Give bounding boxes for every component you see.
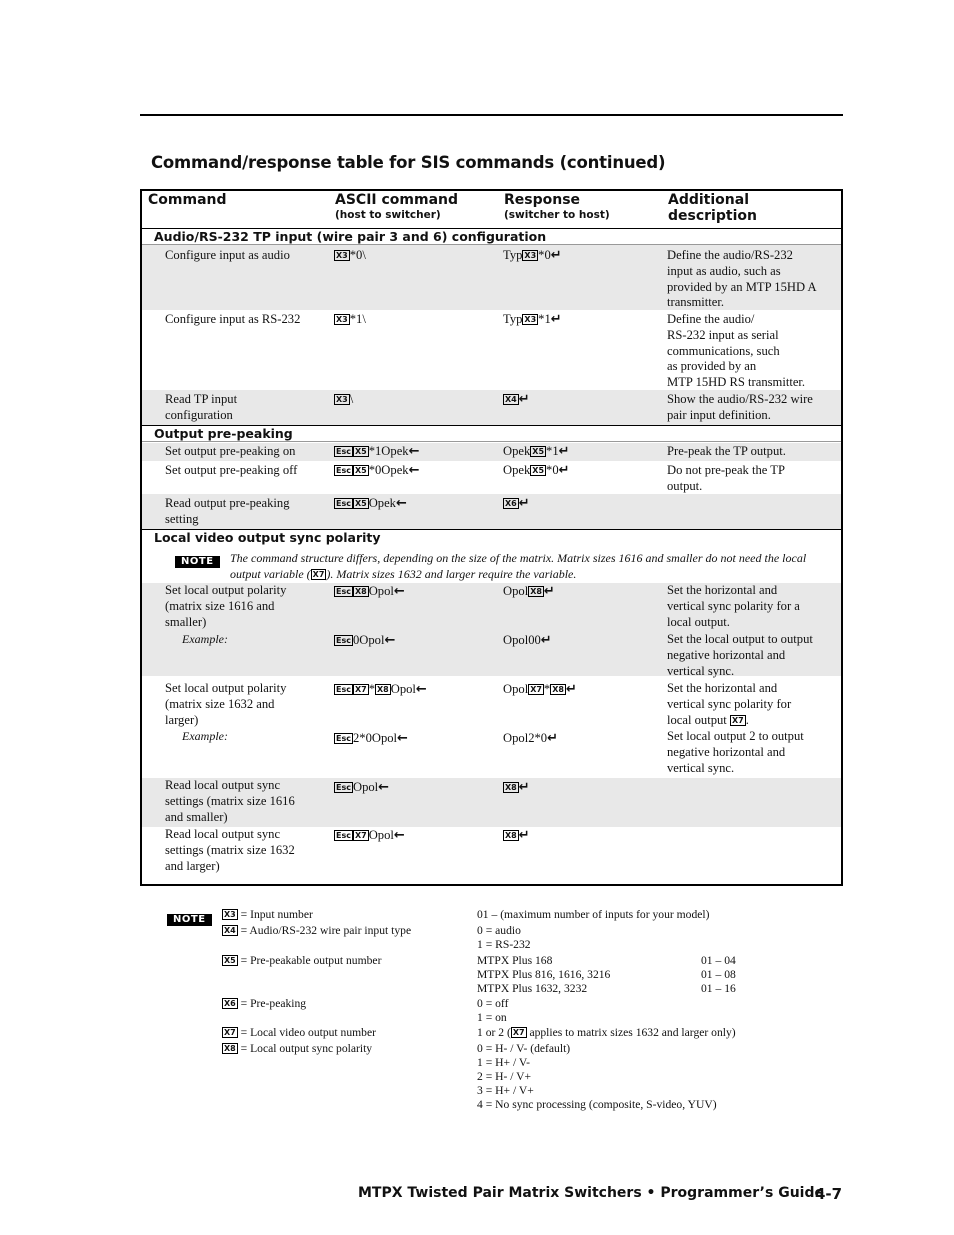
key-x4: X4	[505, 395, 517, 404]
cmd-pre-peaking-on: Set output pre-peaking on	[165, 444, 296, 458]
footnote-x3: X3 = Input number	[224, 908, 313, 921]
resp-pre-peaking-off: Opek X5 *0↵	[503, 463, 570, 478]
resp-set-polarity-small: Opol X8 ↵	[503, 584, 555, 599]
example-label: Example:	[182, 632, 228, 646]
col-header-command: Command	[148, 192, 227, 208]
desc-set-polarity-large: Set the horizontal and vertical sync polarity for local output X7 .	[667, 681, 792, 727]
cmd-read-pre-peaking: Read output pre-peaking setting	[165, 496, 290, 526]
section-divider	[142, 441, 841, 442]
col-header-ascii: ASCII command	[335, 192, 459, 208]
ascii-read-sync-large: Esc X7 Opol←	[336, 828, 405, 843]
arrow-left-icon: ←	[393, 584, 405, 599]
key-esc: Esc	[336, 636, 351, 645]
arrow-left-icon: ←	[384, 633, 396, 648]
resp-configure-audio: Typ X3 *0↵	[503, 248, 562, 263]
arrow-left-icon: ←	[397, 731, 408, 746]
cmd-configure-audio: Configure input as audio	[165, 248, 290, 262]
resp-read-sync-large	[503, 828, 530, 844]
key-x5: X5	[532, 466, 545, 475]
key-x6: X6	[505, 499, 517, 508]
key-esc: Esc	[336, 587, 351, 596]
key-esc: Esc	[336, 783, 351, 792]
key-x7: X7	[312, 569, 325, 579]
enter-icon: ↵	[558, 463, 570, 478]
desc-configure-rs232: Define the audio/ RS-232 input as serial communications, such as provided by an MTP 15HD RS transmitter.	[667, 312, 806, 390]
page-title: Command/response table for SIS commands (continued)	[151, 153, 666, 172]
desc-read-tp-input: Show the audio/RS-232 wire pair input definition.	[667, 392, 813, 422]
key-x3: X3	[336, 395, 348, 404]
key-x7: X7	[354, 685, 367, 694]
key-x5: X5	[224, 956, 236, 965]
page-number: 4-7	[815, 1185, 843, 1203]
arrow-left-icon: ←	[415, 682, 427, 697]
cmd-read-sync-large: Read local output sync settings (matrix size 1632 and larger)	[165, 827, 295, 873]
key-x3: X3	[336, 251, 348, 260]
footnote-x3-value: 01 – (maximum number of inputs for your model)	[477, 908, 710, 921]
cmd-configure-rs232: Configure input as RS-232	[165, 312, 301, 326]
enter-icon: ↵	[558, 444, 570, 459]
ascii-set-polarity-small: Esc X8 Opol←	[336, 584, 405, 599]
inline-note-text: The command structure differs, depending on the size of the matrix. Matrix sizes 1616 and smaller do not need the local output variable ( X7 ). Matrix sizes 1632 and larger require the variable.	[230, 551, 807, 581]
section-heading-tp-input: Audio/RS-232 TP input (wire pair 3 and 6) configuration	[154, 229, 547, 244]
footnote-x5: X5 = Pre-peakable output number	[224, 954, 382, 967]
arrow-left-icon: ←	[408, 463, 420, 478]
footnote-x8: X8 = Local output sync polarity	[224, 1042, 373, 1055]
footnote-note	[167, 909, 212, 927]
ascii-read-sync-small: Esc Opol←	[336, 780, 390, 795]
resp-read-tp-input	[503, 392, 530, 408]
ascii-read-tp-input: X3 \	[336, 392, 354, 406]
col-header-response: Response	[504, 192, 581, 208]
inline-note	[175, 551, 220, 569]
col-header-desc-line2: description	[668, 208, 757, 224]
enter-icon: ↵	[543, 584, 555, 599]
example-label: Example:	[182, 729, 228, 743]
footnote-x7-value: 1 or 2 ( X7 applies to matrix sizes 1632 and larger only)	[477, 1026, 736, 1039]
enter-icon: ↵	[518, 780, 530, 795]
resp-read-pre-peaking	[503, 496, 530, 512]
desc-pre-peaking-off: Do not pre-peak the TP output.	[667, 463, 785, 493]
arrow-left-icon: ←	[395, 496, 407, 511]
resp-read-sync-small	[503, 780, 530, 796]
enter-icon: ↵	[518, 392, 530, 407]
key-x4: X4	[224, 926, 236, 935]
arrow-left-icon: ←	[393, 828, 405, 843]
enter-icon: ↵	[518, 828, 530, 843]
key-x8: X8	[377, 685, 389, 694]
arrow-left-icon: ←	[378, 780, 390, 795]
ascii-configure-audio: X3 *0\	[336, 248, 366, 262]
footnote-x6: X6 = Pre-peaking	[224, 997, 307, 1010]
key-esc: Esc	[336, 466, 351, 475]
cmd-set-polarity-small: Set local output polarity (matrix size 1616 and smaller)	[165, 583, 287, 629]
key-esc: Esc	[336, 831, 351, 840]
col-header-response-sub: (switcher to host)	[504, 209, 610, 221]
enter-icon: ↵	[550, 248, 562, 263]
key-x8: X8	[354, 587, 367, 596]
enter-icon: ↵	[518, 496, 530, 511]
footnote-x5-models: MTPX Plus 168 MTPX Plus 816, 1616, 3216 MTPX Plus 1632, 3232	[477, 954, 611, 995]
desc-configure-audio: Define the audio/RS-232 input as audio, such as provided by an MTP 15HD A transmitter.	[667, 248, 817, 310]
key-x8: X8	[224, 1044, 236, 1053]
resp-example-large: Opol2*0↵	[503, 731, 558, 746]
ascii-example-large: Esc 2*0Opol←	[336, 731, 408, 746]
section-heading-sync-polarity: Local video output sync polarity	[154, 530, 381, 545]
footnote-x4-values: 0 = audio 1 = RS-232	[477, 924, 531, 951]
footnote-x7: X7 = Local video output number	[224, 1026, 376, 1039]
key-x7: X7	[530, 685, 542, 694]
cmd-read-sync-small: Read local output sync settings (matrix size 1616 and smaller)	[165, 778, 295, 824]
key-x3: X3	[224, 910, 236, 919]
key-x3: X3	[524, 251, 537, 260]
resp-pre-peaking-on: Opek X5 *1↵	[503, 444, 570, 459]
key-x7: X7	[512, 1028, 525, 1037]
desc-pre-peaking-on: Pre-peak the TP output.	[667, 444, 786, 458]
key-x8: X8	[530, 587, 542, 596]
key-x7: X7	[731, 715, 744, 725]
col-header-desc	[668, 192, 757, 224]
col-header-ascii-sub: (host to switcher)	[335, 209, 441, 221]
ascii-set-polarity-large: Esc X7 * X8 Opol←	[336, 682, 427, 697]
key-x8: X8	[552, 685, 564, 694]
desc-example-large: Set local output 2 to output negative horizontal and vertical sync.	[667, 729, 804, 775]
key-esc: Esc	[336, 685, 351, 694]
key-x7: X7	[354, 831, 367, 840]
enter-icon: ↵	[547, 731, 558, 746]
key-x5: X5	[354, 447, 367, 456]
ascii-read-pre-peaking: Esc X5 Opek←	[336, 496, 407, 511]
note-badge: NOTE	[167, 914, 212, 926]
cmd-read-tp-input: Read TP input configuration	[165, 392, 238, 422]
ascii-pre-peaking-off: Esc X5 *0Opek←	[336, 463, 420, 478]
key-x3: X3	[524, 315, 537, 324]
ascii-configure-rs232: X3 *1\	[336, 312, 366, 326]
desc-set-polarity-small: Set the horizontal and vertical sync polarity for a local output.	[667, 583, 800, 629]
resp-example-small: Opol00↵	[503, 633, 552, 648]
key-esc: Esc	[336, 447, 351, 456]
enter-icon: ↵	[565, 682, 577, 697]
resp-configure-rs232: Typ X3 *1↵	[503, 312, 562, 327]
footnote-x5-ranges: 01 – 04 01 – 08 01 – 16	[701, 954, 736, 995]
key-x5: X5	[354, 499, 367, 508]
footnote-x6-values: 0 = off 1 = on	[477, 997, 509, 1024]
key-x5: X5	[532, 447, 545, 456]
arrow-left-icon: ←	[408, 444, 420, 459]
key-esc: Esc	[336, 499, 351, 508]
enter-icon: ↵	[540, 633, 552, 648]
resp-set-polarity-large: Opol X7 * X8 ↵	[503, 682, 577, 697]
ascii-pre-peaking-on: Esc X5 *1Opek←	[336, 444, 420, 459]
key-x8: X8	[505, 831, 517, 840]
key-x3: X3	[336, 315, 348, 324]
top-rule	[140, 114, 843, 116]
cmd-pre-peaking-off: Set output pre-peaking off	[165, 463, 298, 477]
footer-guide-title: MTPX Twisted Pair Matrix Switchers • Programmer’s Guide	[358, 1185, 824, 1201]
key-x6: X6	[224, 999, 236, 1008]
key-esc: Esc	[336, 734, 351, 743]
footnote-x4: X4 = Audio/RS-232 wire pair input type	[224, 924, 412, 937]
ascii-example-small: Esc 0Opol←	[336, 633, 396, 648]
col-header-desc-line1: Additional	[668, 192, 749, 208]
key-x8: X8	[505, 783, 517, 792]
footnote-x8-values: 0 = H- / V- (default) 1 = H+ / V- 2 = H- / V+ 3 = H+ / V+ 4 = No sync processing (composite, S-video, YUV)	[477, 1042, 717, 1111]
note-badge: NOTE	[175, 556, 220, 568]
key-x5: X5	[354, 466, 367, 475]
cmd-set-polarity-large: Set local output polarity (matrix size 1632 and larger)	[165, 681, 287, 727]
section-heading-pre-peaking: Output pre-peaking	[154, 426, 293, 441]
desc-example-small: Set the local output to output negative horizontal and vertical sync.	[667, 632, 813, 678]
key-x7: X7	[224, 1028, 236, 1037]
enter-icon: ↵	[550, 312, 562, 327]
sis-command-table	[140, 189, 843, 886]
